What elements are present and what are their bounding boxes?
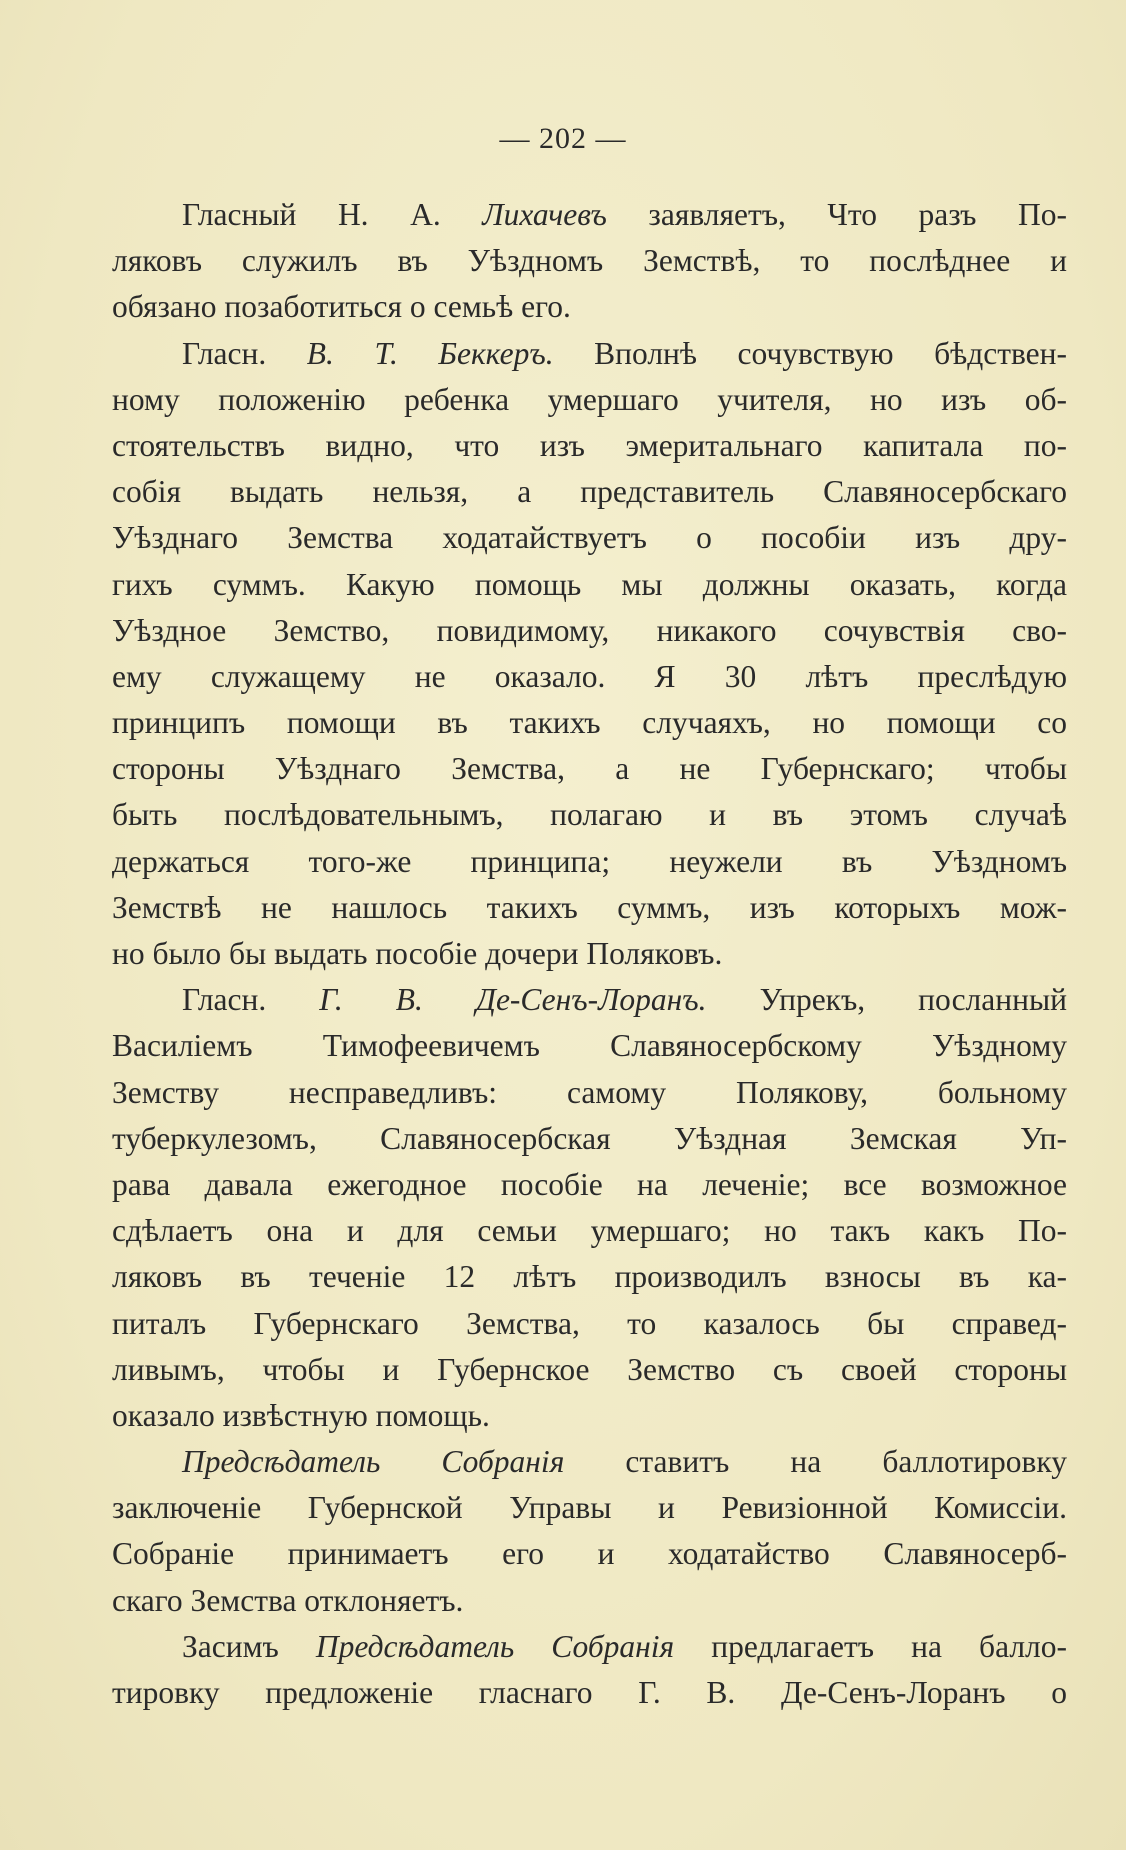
text-line [112, 1393, 1067, 1439]
text-span: тировку предложеніе гласнаго Г. В. Де-Сенъ-Лоранъ о [112, 1675, 1067, 1710]
text-line [112, 562, 1067, 608]
paragraph-first-line [112, 977, 1067, 1023]
text-span: Гласный Н. А. [182, 197, 483, 232]
text-line [112, 608, 1067, 654]
text-span: Василіемъ Тимофеевичемъ Славяносербскому Уѣздному [112, 1028, 1067, 1064]
text-span: быть послѣдовательнымъ, полагаю и въ этомъ случаѣ [112, 797, 1067, 833]
text-span: предлагаетъ на балло- [674, 1628, 1068, 1664]
text-span: Гласн. [182, 335, 307, 371]
text-span: обязано позаботиться о семьѣ его. [112, 289, 571, 325]
text-span: заявляетъ, Что разъ По- [606, 197, 1067, 232]
text-span: Засимъ [182, 1628, 316, 1664]
text-span: ему служащему не оказало. Я 30 лѣтъ преслѣдую [112, 658, 1067, 694]
text-span: туберкулезомъ, Славяносербская Уѣздная Земская Уп- [112, 1120, 1067, 1156]
text-span: стоятельствъ видно, что изъ эмеритальнаго капитала по- [112, 427, 1067, 463]
text-line [112, 1301, 1067, 1347]
page-number: — 202 — [499, 122, 627, 155]
text-line [112, 238, 1067, 284]
document-text [112, 192, 1067, 1716]
italic-name: Г. В. Де-Сенъ-Лоранъ. [319, 982, 707, 1018]
text-line [112, 423, 1067, 469]
text-span: сдѣлаетъ она и для семьи умершаго; но такъ какъ По- [112, 1213, 1067, 1249]
text-span: Упрекъ, посланный [706, 982, 1067, 1018]
text-span: но было бы выдать пособіе дочери Поляковъ. [112, 936, 723, 971]
text-span: собія выдать нельзя, а представитель Славяносербскаго [112, 474, 1067, 510]
text-line [112, 1578, 1067, 1624]
text-span: Земству несправедливъ: самому Полякову, больному [112, 1074, 1067, 1110]
text-line [112, 1347, 1067, 1393]
text-span: оказало извѣстную помощь. [112, 1397, 490, 1433]
italic-name: В. Т. Беккеръ. [306, 335, 554, 371]
text-line [112, 515, 1067, 561]
text-span: ляковъ въ теченіе 12 лѣтъ производилъ взносы въ ка- [112, 1259, 1067, 1295]
text-line [112, 792, 1067, 838]
italic-name: Предсѣдатель Собранія [315, 1628, 675, 1664]
text-line [112, 1162, 1067, 1208]
paragraph-first-line [112, 192, 1067, 238]
text-span: ляковъ служилъ въ Уѣздномъ Земствѣ, то послѣднее и [112, 243, 1067, 279]
text-line [112, 1116, 1067, 1162]
text-line [112, 1485, 1067, 1531]
text-span: стороны Уѣзднаго Земства, а не Губернскаго; чтобы [112, 751, 1067, 787]
text-line [112, 377, 1067, 423]
text-span: Гласн. [182, 982, 320, 1018]
text-line [112, 931, 1067, 977]
italic-name: Лихачевъ [482, 197, 607, 232]
text-line [112, 1531, 1067, 1577]
text-line [112, 1070, 1067, 1116]
text-line [112, 1670, 1067, 1716]
text-span: Уѣзднаго Земства ходатайствуетъ о пособіи изъ дру- [112, 520, 1067, 556]
text-span: гихъ суммъ. Какую помощь мы должны оказать, когда [112, 566, 1067, 602]
text-line [112, 1023, 1067, 1069]
text-line [112, 1208, 1067, 1254]
text-span: Земствѣ не нашлось такихъ суммъ, изъ которыхъ мож- [112, 889, 1067, 925]
text-span: ставитъ на баллотировку [564, 1444, 1068, 1480]
text-span: Собраніе принимаетъ его и ходатайство Славяносерб- [112, 1536, 1067, 1572]
text-line [112, 1254, 1067, 1300]
paragraph-first-line [112, 331, 1067, 377]
text-line [112, 746, 1067, 792]
text-span: ливымъ, чтобы и Губернское Земство съ своей стороны [112, 1351, 1067, 1387]
text-span: ному положенію ребенка умершаго учителя, но изъ об- [112, 381, 1067, 417]
paragraph-first-line [112, 1439, 1067, 1485]
text-span: Вполнѣ сочувствую бѣдствен- [553, 335, 1068, 371]
paragraph-first-line [112, 1624, 1067, 1670]
italic-name: Предсѣдатель Собранія [182, 1444, 565, 1480]
text-span: Уѣздное Земство, повидимому, никакого сочувствія сво- [112, 612, 1067, 648]
text-span: питалъ Губернскаго Земства, то казалось бы справед- [112, 1305, 1067, 1341]
text-span: заключеніе Губернской Управы и Ревизіонной Комиссіи. [112, 1490, 1067, 1526]
text-span: принципъ помощи въ такихъ случаяхъ, но помощи со [112, 705, 1067, 741]
text-line [112, 700, 1067, 746]
text-line [112, 654, 1067, 700]
text-span: держаться того-же принципа; неужели въ Уѣздномъ [112, 843, 1067, 879]
text-span: скаго Земства отклоняетъ. [112, 1582, 464, 1618]
text-span: рава давала ежегодное пособіе на леченіе; все возможное [112, 1166, 1067, 1202]
text-line [112, 469, 1067, 515]
text-line [112, 885, 1067, 931]
text-line [112, 284, 1067, 330]
text-line [112, 839, 1067, 885]
